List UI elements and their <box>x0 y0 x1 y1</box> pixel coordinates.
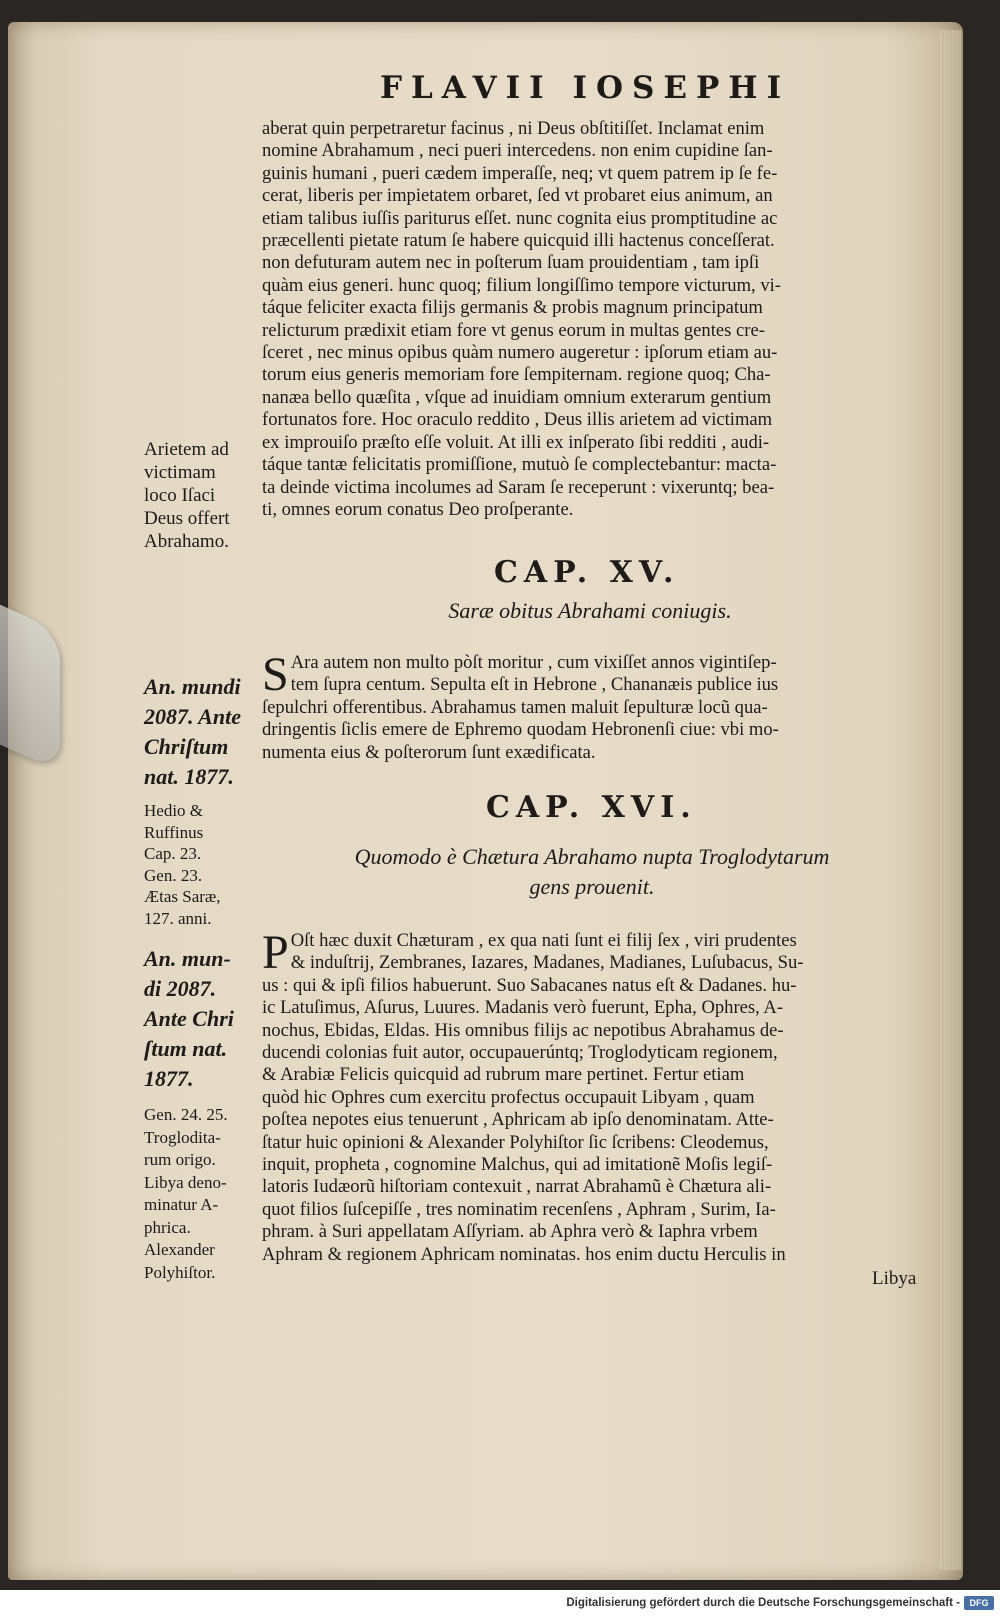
margin-line: Ante Chri <box>144 1006 234 1031</box>
margin-note-year-1 <box>144 672 262 792</box>
text-line: Ara autem non multo pòſt moritur , cum vixiſſet annos vigintiſep- <box>290 652 777 673</box>
footer-bar <box>0 1590 1000 1618</box>
margin-line: Chriſtum <box>144 734 229 759</box>
text-line: ti, omnes eorum conatus Deo proſperante. <box>262 498 574 520</box>
text-line: nanæa bello quæſita , vſque ad inuidiam omnium exterarum gentium <box>262 386 772 408</box>
text-line: ſtatur huic opinioni & Alexander Polyhiſtor ſic ſcribens: Cleodemus, <box>262 1131 769 1153</box>
margin-line: Gen. 24. 25. <box>144 1105 228 1124</box>
text-line: us : qui & ipſi filios habuerunt. Suo Sabacanes natus eſt & Dadanes. hu- <box>262 974 797 996</box>
text-line: cerat, liberis per impietatem orbaret, ſed vt probaret eius animum, an <box>262 185 773 207</box>
footer-credit: Digitalisierung gefördert durch die Deutsche Forschungsgemeinschaft - <box>566 1597 960 1609</box>
margin-line: An. mundi <box>144 674 241 699</box>
text-line: & Arabiæ Felicis quicquid ad rubrum mare pertinet. Fertur etiam <box>262 1064 745 1086</box>
margin-line: Troglodita- <box>144 1127 221 1147</box>
chapter-16-heading: CAP. XVI. <box>486 790 697 825</box>
text-line: ic Latuſimus, Aſurus, Luures. Madanis verò fuerunt, Epha, Ophres, A- <box>262 997 784 1019</box>
text-line: ſceret , nec minus opibus quàm numero augeretur : ipſorum etiam au- <box>262 342 778 364</box>
margin-line: nat. 1877. <box>144 764 234 789</box>
text-line: quàm eius generi. hunc quoq; filium longiſſimo tempore victurum, vi- <box>262 274 781 296</box>
margin-note-year-2 <box>144 944 262 1094</box>
margin-line: victimam <box>144 462 216 483</box>
text-line: inquit, propheta , cognomine Malchus, qui ad imitationẽ Moſis legiſ- <box>262 1154 773 1176</box>
running-head: FLAVII IOSEPHI <box>380 70 791 106</box>
text-line: tem ſupra centum. Sepulta eſt in Hebrone , Chananæis publice ius <box>290 674 779 696</box>
text-line: ducendi colonias fuit autor, occupauerúntq; Troglodyticam regionem, <box>262 1042 778 1064</box>
margin-line: An. mun- <box>144 946 231 971</box>
text-line: præcellenti pietate ratum ſe habere quicquid illi hactenus conceſſerat. <box>262 230 775 252</box>
margin-note-troglodytes <box>144 1104 262 1284</box>
chapter-16-dropcap: P <box>262 926 289 979</box>
text-line: latoris Iudæorũ hiſtoriam contexuit , narrat Abrahamũ è Chætura ali- <box>262 1176 772 1198</box>
margin-line: di 2087. <box>144 976 217 1001</box>
margin-line: Hedio & <box>144 801 204 820</box>
text-line: & induſtrij, Zembranes, Iazares, Madanes, Madianes, Luſubacus, Su- <box>290 952 804 974</box>
chapter-15-title: Saræ obitus Abrahami coniugis. <box>448 598 732 623</box>
margin-line: Cap. 23. <box>144 844 202 863</box>
text-line: guinis humani , pueri cædem imperaſſe, neq; vt quem patrem ip ſe fe- <box>262 162 778 184</box>
margin-note-sources <box>144 800 262 929</box>
chapter-15-paragraph <box>262 648 924 764</box>
text-line: ſepulchri offerentibus. Abrahamus tamen maluit ſepulturæ locũ qua- <box>262 696 768 718</box>
margin-line: Polyhiſtor. <box>144 1262 216 1282</box>
margin-line: Arietem ad <box>144 439 229 460</box>
intro-paragraph <box>262 118 924 521</box>
text-line: táque feliciter exacta filijs germanis & probis magnum principatum <box>262 297 763 319</box>
dfg-logo: DFG <box>964 1596 994 1610</box>
chapter-16-paragraph <box>262 926 924 1266</box>
chapter-15-heading: CAP. XV. <box>494 555 680 590</box>
margin-line: Abrahamo. <box>144 531 229 552</box>
margin-line: Libya deno- <box>144 1172 227 1192</box>
chapter-16-title-line-2: gens prouenit. <box>529 874 655 899</box>
margin-line: phrica. <box>144 1217 191 1237</box>
text-line: poſtea nepotes eius tenuerunt , Aphricam ab ipſo denominatam. Atte- <box>262 1109 774 1131</box>
text-line: phram. à Suri appellatam Aſſyriam. ab Aphra verò & Iaphra vrbem <box>262 1221 758 1243</box>
chapter-16-title-line-1: Quomodo è Chætura Abrahamo nupta Troglodytarum <box>354 844 830 869</box>
margin-line: rum origo. <box>144 1150 216 1169</box>
text-line: numenta eius & poſterorum ſunt exædificata. <box>262 741 596 763</box>
text-line: Oſt hæc duxit Chæturam , ex qua nati ſunt ei filij ſex , viri prudentes <box>290 930 797 951</box>
page-edge <box>939 30 961 1570</box>
margin-line: Ruffinus <box>144 822 204 842</box>
text-line: etiam talibus iuſſis pariturus eſſet. nunc cognita eius promptitudine ac <box>262 207 778 229</box>
text-line: nomine Abrahamum , neci pueri intercedens. non enim cupidine ſan- <box>262 140 773 162</box>
text-line: ex improuiſo præſto eſſe voluit. At illi ex inſperato ſibi redditi , audi- <box>262 431 770 453</box>
margin-line: Gen. 23. <box>144 865 203 885</box>
text-line: dringentis ſiclis emere de Ephremo quodam Hebronenſi ciue: vbi mo- <box>262 719 779 741</box>
text-line: torum eius generis memoriam fore ſempiternam. regione quoq; Cha- <box>262 364 771 386</box>
margin-line: Alexander <box>144 1240 215 1259</box>
margin-line: 127. anni. <box>144 908 212 928</box>
text-line: non defuturam autem nec in poſterum ſuam prouidentiam , tam ipſi <box>262 252 760 274</box>
catchword: Libya <box>872 1268 917 1289</box>
margin-line: minatur A- <box>144 1195 219 1214</box>
text-line: nochus, Ebidas, Eldas. His omnibus filijs ac nepotibus Abrahamus de- <box>262 1019 784 1041</box>
text-line: Aphram & regionem Aphricam nominatas. hos enim ductu Herculis in <box>262 1243 786 1265</box>
margin-line: 2087. Ante <box>144 704 241 729</box>
text-line: quot filios ſuſcepiſſe , tres nominatim recenſens , Aphram , Surim, Ia- <box>262 1198 776 1220</box>
text-line: táque tantæ felicitatis promiſſione, mutuò ſe complectebantur: macta- <box>262 454 777 476</box>
text-line: aberat quin perpetraretur facinus , ni Deus obſtitiſſet. Inclamat enim <box>262 118 765 139</box>
chapter-15-dropcap: S <box>262 648 289 701</box>
margin-note-aries <box>144 438 262 553</box>
margin-line: Ætas Saræ, <box>144 887 221 906</box>
margin-line: ſtum nat. <box>144 1036 228 1061</box>
margin-line: loco Iſaci <box>144 485 216 506</box>
text-line: quòd hic Ophres cum exercitu profectus occupauit Libyam , quam <box>262 1086 755 1108</box>
margin-line: 1877. <box>144 1066 194 1091</box>
text-line: fortunatos fore. Hoc oraculo reddito , Deus illis arietem ad victimam <box>262 409 773 431</box>
margin-line: Deus offert <box>144 508 230 529</box>
text-line: relicturum prædixit etiam fore vt genus eorum in multas gentes cre- <box>262 319 765 341</box>
text-line: ta deinde victima incolumes ad Saram ſe receperunt : vixeruntq; bea- <box>262 476 775 498</box>
